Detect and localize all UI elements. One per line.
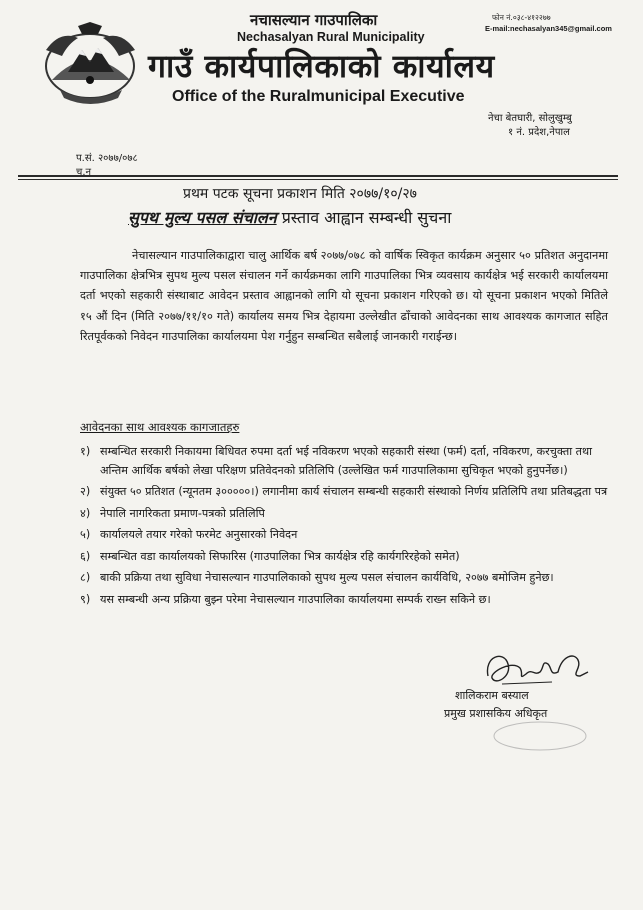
list-item-text: कार्यालयले तयार गरेको फरमेट अनुसारको निवेदन — [100, 528, 298, 541]
required-documents-list — [80, 443, 610, 612]
signatory-title: प्रमुख प्रशासकिय अधिकृत — [444, 707, 548, 720]
list-item — [80, 591, 610, 610]
list-item — [80, 569, 610, 588]
notice-publication-date: प्रथम पटक सूचना प्रकाशन मिति २०७७/१०/२७ — [183, 186, 417, 202]
list-item — [80, 483, 610, 502]
list-item-text: बाकी प्रक्रिया तथा सुविधा नेचासल्यान गाउपालिकाको सुपथ मुल्य पसल संचालन कार्यविधि, २०७७ बमोजिम हुनेछ। — [100, 571, 554, 584]
required-documents-heading: आवेदनका साथ आवश्यक कागजातहरु — [80, 420, 240, 434]
list-item — [80, 548, 610, 567]
office-stamp — [440, 716, 590, 752]
address-line-2: १ नं. प्रदेश,नेपाल — [508, 127, 570, 138]
contact-phone: फोन नं.०३८-४१२२७७ — [492, 13, 551, 22]
list-item-number: ५) — [80, 528, 91, 541]
list-item-text: यस सम्बन्धी अन्य प्रक्रिया बुझ्न परेमा नेचासल्यान गाउपालिका कार्यालयमा सम्पर्क राख्न सकिने छ। — [100, 592, 491, 606]
list-item-text: नेपालि नागरिकता प्रमाण-पत्रको प्रतिलिपि — [100, 506, 265, 520]
notice-title-rest: प्रस्ताव आह्वान सम्बन्धी सुचना — [276, 208, 452, 227]
notice-title — [128, 206, 451, 228]
nepal-emblem-logo — [38, 20, 143, 106]
notice-body-paragraph: नेचासल्यान गाउपालिकाद्वारा चालु आर्थिक बर्ष २०७७/०७८ को वार्षिक स्विकृत कार्यक्रम अनुसार ५० प्रतिशत अनुदानमा गाउपालिका क्षेत्रभित्र सुपथ मुल्य पसल संचालन गर्ने कार्यक्रमका लागि गाउपालिका भित्र व्यवसाय कार्यक्षेत्र भई सरकारी कार्यालयमा दर्ता भएको सहकारी संस्थाबाट आवेदन प्रस्ताव आह्वानको लागि यो सूचना प्रकाशन गरिएको छ। यो सूचना प्रकाशन भएको मितिले १५ औं दिन (मिति २०७७/११/१० गते) कार्यालय समय भित्र देहायमा उल्लेखीत ढाँचाको आवेदनका साथ आवश्यक कागजात सहित रितपूर्वकको निवेदन गाउपालिका कार्यालयमा पेश गर्नुहुन सम्बन्धित सबैलाई जानकारी गराईन्छ। — [80, 249, 608, 343]
list-item-number: ९) — [80, 592, 91, 606]
reference-number: प.सं. २०७७/०७८ — [76, 153, 138, 164]
list-item-number: ४) — [80, 506, 91, 520]
header-divider-thin — [18, 179, 618, 180]
contact-email: E-mail:nechasalyan345@gmail.com — [485, 24, 612, 33]
municipality-name-nepali: नचासल्यान गाउपालिका — [250, 11, 378, 29]
list-item-number: ६) — [80, 549, 91, 563]
municipality-name-english: Nechasalyan Rural Municipality — [237, 30, 425, 44]
list-item-number: ८) — [80, 571, 91, 584]
list-item-text: सम्बन्धित वडा कार्यालयको सिफारिस (गाउपालिका भित्र कार्यक्षेत्र रहि कार्यगरिरहेको समेत) — [100, 549, 460, 563]
list-item-number: १) — [80, 445, 91, 458]
list-item-text: संयुक्त ५० प्रतिशत (न्यूनतम ३०००००।) लगानीमा कार्य संचालन सम्बन्धी सहकारी संस्थाको निर्णय प्रतिलिपि तथा प्रतिबद्धता पत्र — [100, 485, 608, 498]
list-item — [80, 443, 610, 480]
list-item — [80, 526, 610, 545]
office-title-english: Office of the Ruralmunicipal Executive — [172, 88, 465, 105]
header-divider — [18, 175, 618, 177]
list-item-text: सम्बन्धित सरकारी निकायमा बिधिवत रुपमा दर्ता भई नविकरण भएको सहकारी संस्था (फर्म) दर्ता, नविकरण, करचुक्ता तथा अन्तिम आर्थिक बर्षको लेखा परिक्षण प्रतिवेदनको प्रतिलिपि (उल्लेखित फर्म गाउपालिकामा सुचिकृत भएको हुनुपर्नेछ।) — [100, 445, 593, 477]
address-line-1: नेचा बेतघारी, सोलुखुम्बु — [488, 113, 572, 124]
list-item — [80, 505, 610, 524]
notice-title-subject: सुपथ मुल्य पसल संचालन — [128, 208, 277, 227]
list-item-number: २) — [80, 485, 91, 498]
office-title-nepali: गाउँ कार्यपालिकाको कार्यालय — [148, 47, 495, 85]
handwritten-signature — [482, 646, 592, 692]
signatory-name: शालिकराम बस्याल — [455, 689, 529, 702]
dispatch-number: च.न — [76, 167, 92, 178]
